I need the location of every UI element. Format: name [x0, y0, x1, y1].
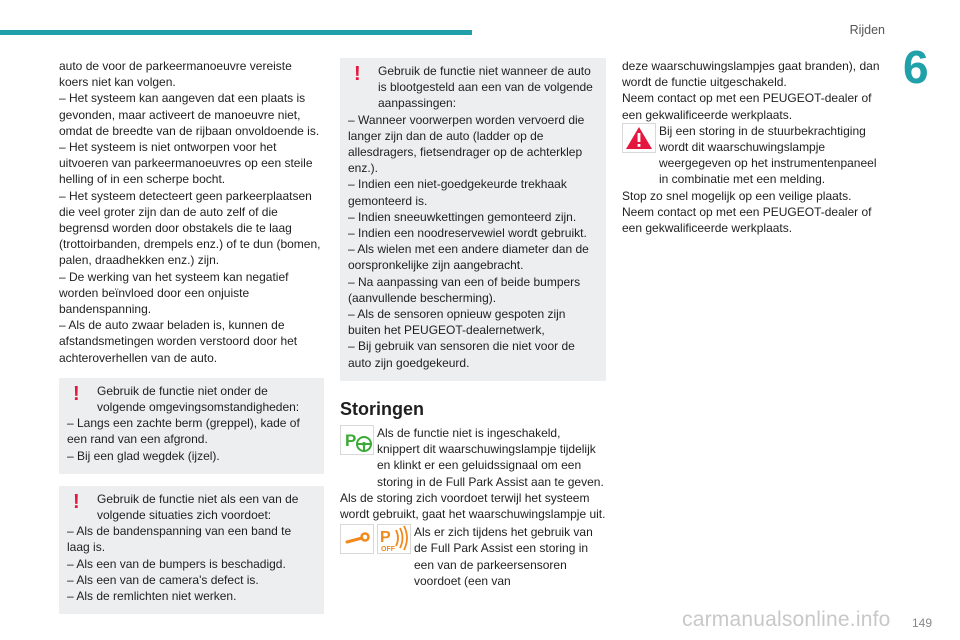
warning-box-modifications: [340, 58, 606, 381]
paragraph: Neem contact op met een PEUGEOT-dealer of een gekwalificeerde werkplaats.: [622, 204, 872, 236]
fault-text: Als de functie niet is ingeschakeld, knippert dit waarschuwingslampje tijdelijk en klinkt er een geluidssignaal om een storing in de Full Park Assist aan te geven.: [377, 426, 604, 489]
paragraph: – De werking van het systeem kan negatief worden beïnvloed door een onjuiste bandenspanning.: [59, 269, 289, 317]
svg-text:P: P: [345, 431, 357, 451]
paragraph: – Als de auto zwaar beladen is, kunnen de afstandsmetingen worden verstoord door het achteroverhellen van de auto.: [59, 318, 298, 365]
fault-row-2: [340, 524, 606, 589]
off-label: OFF: [381, 546, 395, 554]
fault-text: Bij een storing in de stuurbekrachtiging wordt dit waarschuwingslampje weergegeven op het instrumentenpaneel in combinatie met een melding.: [659, 123, 877, 187]
warning-box-situations: [59, 486, 324, 614]
warning-box-environment: [59, 378, 324, 474]
paragraph: – Het systeem kan aangeven dat een plaats is gevonden, maar activeert de manoeuvre niet, omdat de breedte van de rijbaan onvoldoende is.: [59, 91, 320, 138]
park-off-sensor-icon: [377, 524, 411, 554]
column-3: [622, 58, 886, 236]
warning-lead: Gebruik de functie niet wanneer de auto is blootgesteld aan een van de volgende aanpassingen:: [378, 64, 593, 111]
paragraph: auto de voor de parkeermanoeuvre vereiste koers niet kan volgen.: [59, 59, 292, 90]
header-accent-bar: [0, 30, 472, 35]
paragraph: deze waarschuwingslampjes gaat branden), dan wordt de functie uitgeschakeld.: [622, 59, 880, 90]
warning-exclamation-icon: !: [73, 382, 80, 405]
paragraph: Stop zo snel mogelijk op een veilige plaats.: [622, 188, 852, 203]
paragraph: – Het systeem detecteert geen parkeerplaatsen die veel groter zijn dan de auto zelf of die begrensd worden door obstakels die te laag (trottoirbanden, drempels enz.) of te dun (bomen, palen, draadhekken enz.) zijn.: [59, 188, 321, 268]
fault-text: Als er zich tijdens het gebruik van de Full Park Assist een storing in een van de parkeersensoren voordoet (een van: [414, 525, 593, 588]
fault-row-1: [340, 425, 606, 490]
chapter-number: 6: [903, 41, 929, 93]
svg-text:P: P: [380, 529, 391, 547]
section-heading: Storingen: [340, 398, 424, 419]
paragraph: Als de storing zich voordoet terwijl het systeem wordt gebruikt, gaat het waarschuwingslampje uit.: [340, 490, 606, 522]
steering-fault-row: [622, 123, 886, 188]
section-title: Rijden: [849, 23, 885, 37]
warning-item: – Als een van de camera's defect is.: [67, 572, 259, 587]
warning-lead: Gebruik de functie niet onder de volgende omgevingsomstandigheden:: [97, 383, 300, 415]
column-2: [340, 58, 606, 589]
warning-item: – Bij gebruik van sensoren die niet voor de auto zijn goedgekeurd.: [348, 339, 575, 370]
warning-item: – Indien een noodreservewiel wordt gebruikt.: [348, 226, 587, 241]
wrench-icon: [340, 524, 374, 554]
warning-exclamation-icon: !: [354, 63, 361, 85]
warning-item: – Bij een glad wegdek (ijzel).: [67, 448, 220, 463]
page-number: 149: [911, 616, 932, 630]
warning-item: – Als wielen met een andere diameter dan de oorspronkelijke zijn aangebracht.: [348, 242, 589, 273]
watermark: carmanualsonline.info: [682, 608, 891, 631]
warning-exclamation-icon: !: [73, 490, 80, 513]
paragraph: – Het systeem is niet ontworpen voor het uitvoeren van parkeermanoeuvres op een steile helling of in een scherpe bocht.: [59, 140, 313, 187]
warning-item: – Langs een zachte berm (greppel), kade of een rand van een afgrond.: [67, 416, 300, 447]
triangle-warning-icon: [622, 123, 656, 153]
warning-item: – Wanneer voorwerpen worden vervoerd die langer zijn dan de auto (ladder op de allesdragers, fietsendrager op de achterklep enz.).: [348, 112, 585, 176]
column-1: [59, 58, 324, 614]
warning-lead: Gebruik de functie niet als een van de volgende situaties zich voordoet:: [97, 491, 299, 523]
warning-item: – Als de sensoren opnieuw gespoten zijn buiten het PEUGEOT-dealernetwerk,: [348, 307, 566, 338]
warning-item: – Indien een niet-goedgekeurde trekhaak gemonteerd is.: [348, 177, 567, 208]
park-assist-steering-icon: [340, 425, 374, 455]
warning-item: – Als de remlichten niet werken.: [67, 589, 237, 604]
paragraph: Neem contact op met een PEUGEOT-dealer of een gekwalificeerde werkplaats.: [622, 91, 872, 122]
warning-item: – Indien sneeuwkettingen gemonteerd zijn.: [348, 209, 577, 224]
warning-item: – Als de bandenspanning van een band te laag is.: [67, 524, 292, 555]
warning-item: – Na aanpassing van een of beide bumpers (aanvullende bescherming).: [348, 274, 581, 305]
warning-item: – Als een van de bumpers is beschadigd.: [67, 556, 286, 571]
